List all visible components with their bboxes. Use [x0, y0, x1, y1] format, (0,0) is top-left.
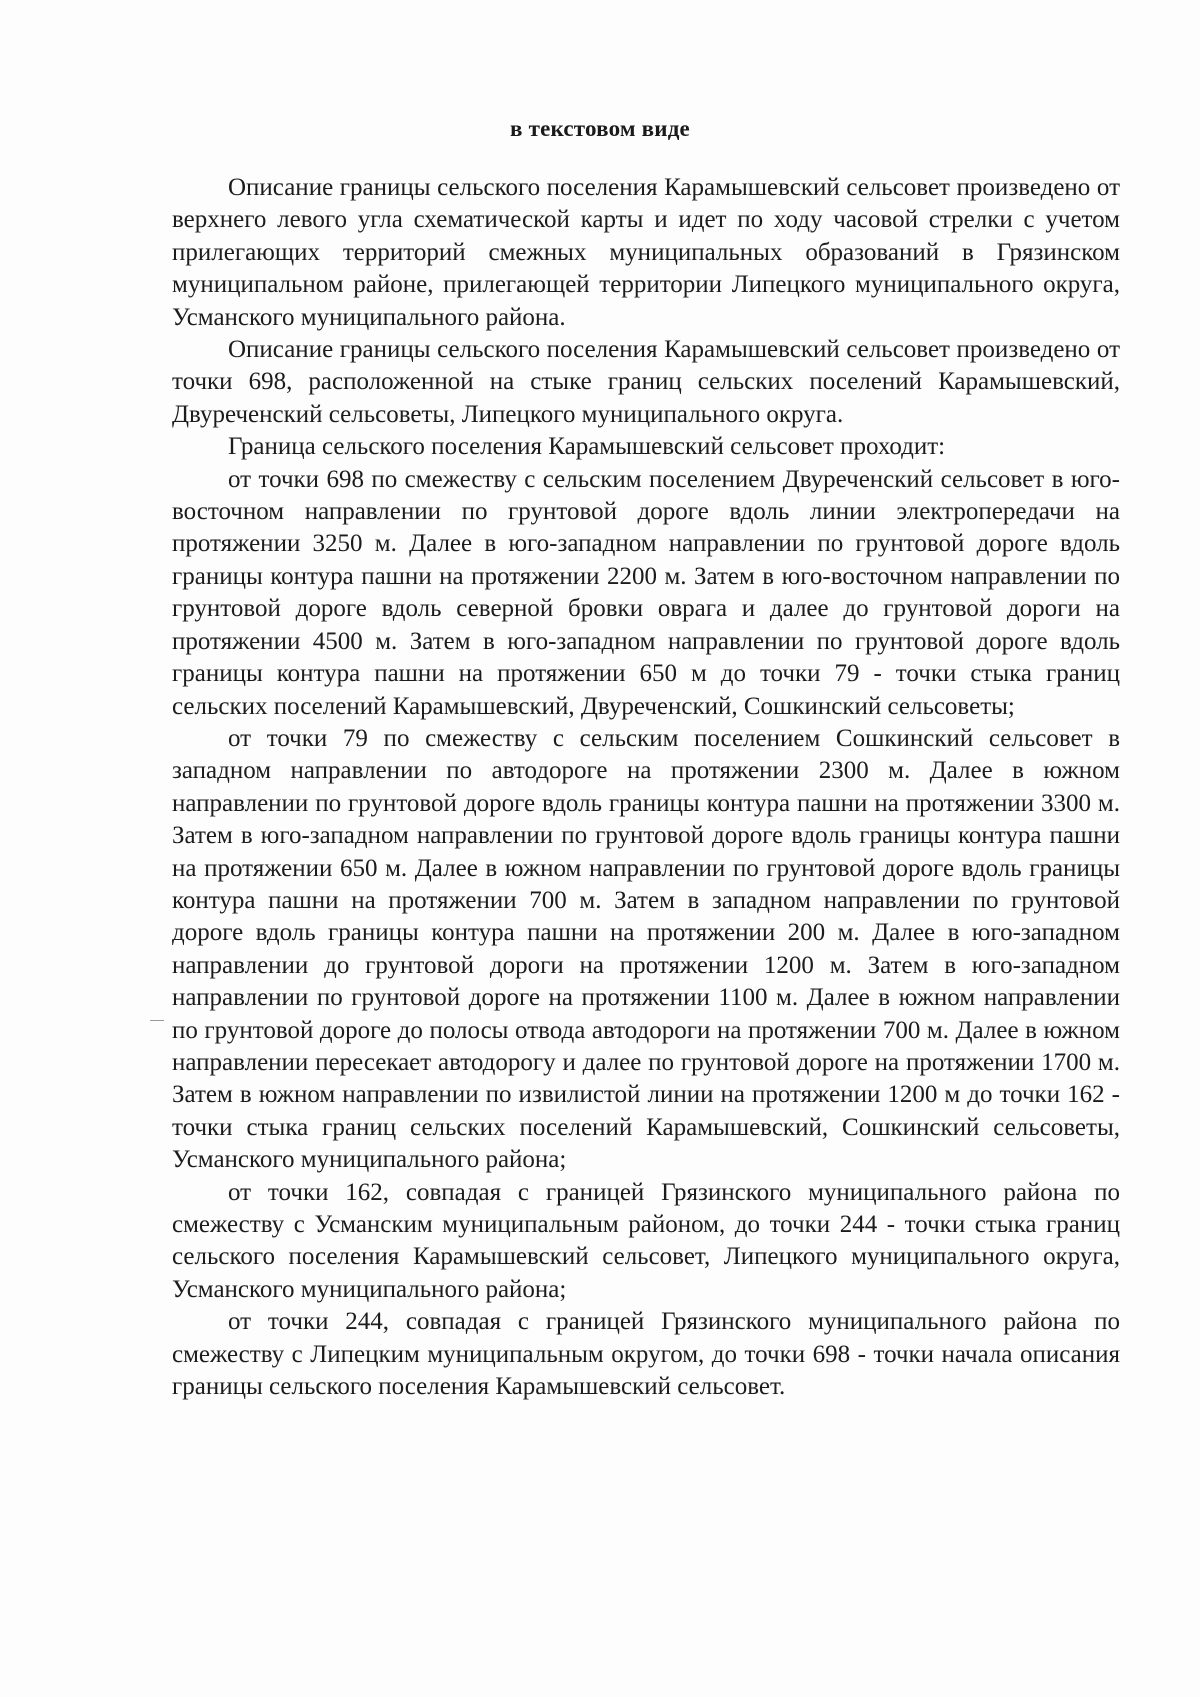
- paragraph-segment-79-162: от точки 79 по смежеству с сельским поселением Сошкинский сельсовет в западном направлении по автодороге на протяжении 2300 м. Далее в южном направлении по грунтовой дороге вдоль границы контура пашни на протяжении 3300 м. Затем в юго-западном направлении по грунтовой дороге вдоль границы контура пашни на протяжении 650 м. Далее в южном направлении по грунтовой дороге вдоль границы контура пашни на протяжении 700 м. Затем в западном направлении по грунтовой дороге вдоль границы контура пашни на протяжении 200 м. Далее в юго-западном направлении до грунтовой дороги на протяжении 1200 м. Затем в юго-западном направлении по грунтовой дороге на протяжении 1100 м. Далее в южном направлении по грунтовой дороге до полосы отвода автодороги на протяжении 700 м. Далее в южном направлении пересекает автодорогу и далее по грунтовой дороге на протяжении 1700 м. Затем в южном направлении по извилистой линии на протяжении 1200 м до точки 162 - точки стыка границ сельских поселений Карамышевский, Сошкинский сельсоветы, Усманского муниципального района;: [172, 724, 1120, 1174]
- paragraph-segment-698-79: от точки 698 по смежеству с сельским поселением Двуреченский сельсовет в юго-восточном направлении по грунтовой дороге вдоль линии электропередачи на протяжении 3250 м. Далее в юго-западном направлении по грунтовой дороге вдоль границы контура пашни на протяжении 2200 м. Затем в юго-восточном направлении по грунтовой дороге вдоль северной бровки оврага и далее до грунтовой дороги на протяжении 4500 м. Затем в юго-западном направлении по грунтовой дороге вдоль границы контура пашни на протяжении 650 м до точки 79 - точки стыка границ сельских поселений Карамышевский, Двуреченский, Сошкинский сельсоветы;: [172, 465, 1120, 720]
- document-heading: в текстовом виде: [510, 116, 690, 141]
- paragraph-boundary-intro: Граница сельского поселения Карамышевский сельсовет проходит:: [228, 433, 946, 461]
- paragraph-description-start: Описание границы сельского поселения Карамышевский сельсовет произведено от верхнего левого угла схематической карты и идет по ходу часовой стрелки с учетом прилегающих территорий смежных муниципальных образований в Грязинском муниципальном районе, прилегающей территории Липецкого муниципального округа, Усманского муниципального района.: [172, 174, 1120, 331]
- paragraph-segment-162-244: от точки 162, совпадая с границей Грязинского муниципального района по смежеству с Усманским муниципальным районом, до точки 244 - точки стыка границ сельского поселения Карамышевский сельсовет, Липецкого муниципального округа, Усманского муниципального района;: [172, 1178, 1120, 1303]
- document-body: [172, 172, 1120, 1403]
- margin-scan-mark: [150, 1020, 164, 1021]
- paragraph-start-point: Описание границы сельского поселения Карамышевский сельсовет произведено от точки 698, расположенной на стыке границ сельских поселений Карамышевский, Двуреченский сельсоветы, Липецкого муниципального округа.: [172, 336, 1120, 428]
- paragraph-segment-244-698: от точки 244, совпадая с границей Грязинского муниципального района по смежеству с Липецким муниципальным округом, до точки 698 - точки начала описания границы сельского поселения Карамышевский сельсовет.: [172, 1308, 1120, 1401]
